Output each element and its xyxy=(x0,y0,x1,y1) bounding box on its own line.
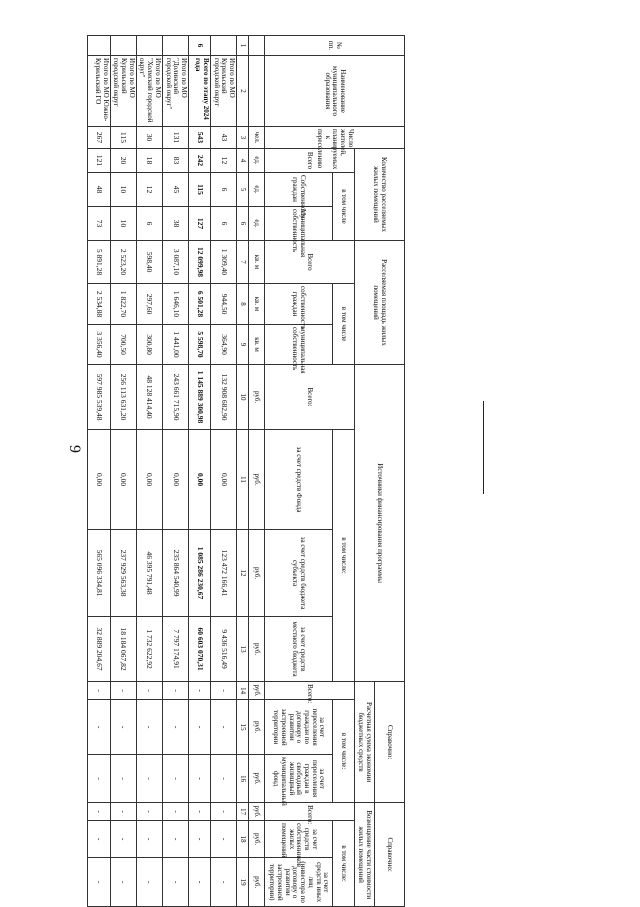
table-row xyxy=(110,36,136,907)
table-row xyxy=(210,36,236,907)
row-value-c5: 12 xyxy=(136,173,162,207)
header-refund-incl: в том числе: xyxy=(333,821,355,907)
col-number: 18 xyxy=(237,821,249,858)
row-value-c4: 83 xyxy=(162,149,188,173)
row-value-c8: 1 646,10 xyxy=(162,284,188,325)
row-value-c14: - xyxy=(110,682,136,700)
row-value-c7: 1 309,40 xyxy=(210,241,236,284)
unit-cell: руб. xyxy=(249,858,265,907)
unit-cell: руб. xyxy=(249,617,265,682)
header-budget-group: Расчетная сумма экономии бюджетных средств xyxy=(355,682,375,803)
horizontal-rule xyxy=(483,401,484,494)
rotated-table-container xyxy=(94,35,405,903)
col-number: 17 xyxy=(237,803,249,821)
row-value-c18: - xyxy=(210,821,236,858)
row-value-c8: 2 534,88 xyxy=(87,284,110,325)
unit-cell: ед. xyxy=(249,149,265,173)
row-value-c11: 0,00 xyxy=(188,430,210,530)
header-refund-group: Возмещение части стоимости жилых помещений xyxy=(355,803,375,907)
row-value-c8: 297,60 xyxy=(136,284,162,325)
resettlement-table xyxy=(87,35,405,907)
row-value-c4: 20 xyxy=(110,149,136,173)
row-value-c15: - xyxy=(87,700,110,755)
header-municipality: Наименование муниципального образования xyxy=(265,56,405,127)
row-value-c11: 0,00 xyxy=(87,430,110,530)
header-qty-group: Количество расселяемых жилых помещений xyxy=(355,149,405,241)
col-number: 6 xyxy=(237,207,249,241)
row-value-c9: 5 598,70 xyxy=(188,325,210,365)
row-value-c3: 43 xyxy=(210,127,236,149)
header-reference-2: Справочно: xyxy=(375,803,405,907)
unit-cell xyxy=(249,56,265,127)
col-number: 12 xyxy=(237,530,249,617)
row-value-c9: 364,90 xyxy=(210,325,236,365)
row-value-c19: - xyxy=(162,858,188,907)
row-value-c4: 121 xyxy=(87,149,110,173)
row-value-c6: 38 xyxy=(162,207,188,241)
row-value-c18: - xyxy=(136,821,162,858)
row-value-c9: 700,50 xyxy=(110,325,136,365)
row-number xyxy=(110,36,136,56)
header-investor-funds: за счет средств иных лиц (инвестора по договору о развитии застроенной территории) xyxy=(265,858,333,907)
row-value-c13: 1 732 622,92 xyxy=(136,617,162,682)
row-value-c17: - xyxy=(87,803,110,821)
row-value-c5: 45 xyxy=(162,173,188,207)
row-value-c13: 32 889 204,67 xyxy=(87,617,110,682)
unit-cell: кв. м xyxy=(249,284,265,325)
unit-cell: ед. xyxy=(249,173,265,207)
table-row xyxy=(87,36,110,907)
row-value-c7: 3 087,10 xyxy=(162,241,188,284)
row-value-c19: - xyxy=(210,858,236,907)
row-value-c11: 0,00 xyxy=(136,430,162,530)
row-municipality: Итого по МО Курильский городской округ xyxy=(210,56,236,127)
row-value-c5: 115 xyxy=(188,173,210,207)
header-qty-total: Всего xyxy=(265,149,355,173)
column-number-row xyxy=(237,36,249,907)
row-value-c3: 131 xyxy=(162,127,188,149)
header-refund-total: Всего: xyxy=(265,803,355,821)
row-value-c6: 10 xyxy=(110,207,136,241)
header-fund-funds: за счет средств Фонда xyxy=(265,430,333,530)
row-value-c12: 237 929 563,38 xyxy=(110,530,136,617)
row-value-c17: - xyxy=(188,803,210,821)
row-value-c19: - xyxy=(188,858,210,907)
header-resettle-free: за счет переселения граждан в свободный жилищный муниципальный фонд xyxy=(265,755,333,803)
row-value-c12: 46 395 791,48 xyxy=(136,530,162,617)
row-value-c15: - xyxy=(210,700,236,755)
row-value-c10: 1 145 889 300,98 xyxy=(188,365,210,430)
row-value-c10: 243 661 715,90 xyxy=(162,365,188,430)
col-number: 16 xyxy=(237,755,249,803)
header-residents: Число жителей, планируемых к переселению xyxy=(265,127,405,149)
header-row-no: № пп. xyxy=(265,36,405,56)
header-budget-incl: в том числе: xyxy=(333,700,355,803)
row-value-c15: - xyxy=(188,700,210,755)
col-number: 13 xyxy=(237,617,249,682)
row-number xyxy=(162,36,188,56)
row-value-c17: - xyxy=(162,803,188,821)
row-value-c13: 7 797 174,91 xyxy=(162,617,188,682)
row-value-c18: - xyxy=(188,821,210,858)
header-area-total: Всего xyxy=(265,241,355,284)
row-value-c5: 10 xyxy=(110,173,136,207)
row-value-c15: - xyxy=(136,700,162,755)
header-subject-budget: за счет средств бюджета субъекта xyxy=(265,530,333,617)
row-value-c16: - xyxy=(136,755,162,803)
row-value-c4: 12 xyxy=(210,149,236,173)
row-value-c16: - xyxy=(87,755,110,803)
row-value-c5: 48 xyxy=(87,173,110,207)
unit-cell: руб. xyxy=(249,430,265,530)
col-number: 7 xyxy=(237,241,249,284)
col-number: 8 xyxy=(237,284,249,325)
row-value-c19: - xyxy=(136,858,162,907)
row-municipality: Итого по МО "Долинский городской округ" xyxy=(162,56,188,127)
row-value-c18: - xyxy=(110,821,136,858)
header-area-group: Расселяемая площадь жилых помещений xyxy=(355,241,405,365)
header-municipal-owned-area: муниципальная собственность xyxy=(265,325,333,365)
row-value-c4: 242 xyxy=(188,149,210,173)
row-value-c8: 944,50 xyxy=(210,284,236,325)
row-value-c18: - xyxy=(87,821,110,858)
col-number: 9 xyxy=(237,325,249,365)
row-value-c14: - xyxy=(87,682,110,700)
row-value-c6: 127 xyxy=(188,207,210,241)
row-value-c9: 1 441,00 xyxy=(162,325,188,365)
header-local-budget: за счет средств местного бюджета xyxy=(265,617,333,682)
unit-cell: руб. xyxy=(249,700,265,755)
header-financing-group: Источники финансирования программы xyxy=(355,365,405,682)
header-resettle-dev: за счет переселения граждан по договору о развитии застроенной территории xyxy=(265,700,333,755)
row-value-c7: 2 523,20 xyxy=(110,241,136,284)
row-value-c9: 3 356,40 xyxy=(87,325,110,365)
row-value-c4: 18 xyxy=(136,149,162,173)
unit-cell: кв. м xyxy=(249,325,265,365)
col-number: 3 xyxy=(237,127,249,149)
row-number: 6 xyxy=(188,36,210,56)
col-number: 19 xyxy=(237,858,249,907)
row-value-c11: 0,00 xyxy=(110,430,136,530)
unit-cell: руб. xyxy=(249,530,265,617)
row-number xyxy=(210,36,236,56)
col-number: 2 xyxy=(237,56,249,127)
row-value-c18: - xyxy=(162,821,188,858)
row-value-c3: 543 xyxy=(188,127,210,149)
row-value-c15: - xyxy=(110,700,136,755)
units-row xyxy=(249,36,265,907)
header-qty-incl: в том числе xyxy=(333,173,355,241)
row-value-c7: 5 891,28 xyxy=(87,241,110,284)
row-value-c19: - xyxy=(87,858,110,907)
table-header xyxy=(237,36,405,907)
row-value-c10: 256 113 631,20 xyxy=(110,365,136,430)
row-value-c10: 132 908 682,90 xyxy=(210,365,236,430)
col-number: 14 xyxy=(237,682,249,700)
row-value-c13: 60 603 070,31 xyxy=(188,617,210,682)
unit-cell: кв. м xyxy=(249,241,265,284)
row-value-c8: 1 822,70 xyxy=(110,284,136,325)
col-number: 15 xyxy=(237,700,249,755)
row-number xyxy=(87,36,110,56)
row-value-c8: 6 501,28 xyxy=(188,284,210,325)
row-value-c6: 6 xyxy=(210,207,236,241)
row-value-c17: - xyxy=(110,803,136,821)
row-value-c3: 267 xyxy=(87,127,110,149)
row-value-c17: - xyxy=(210,803,236,821)
row-value-c13: 9 436 516,49 xyxy=(210,617,236,682)
row-value-c9: 300,80 xyxy=(136,325,162,365)
header-fin-total: Всего: xyxy=(265,365,355,430)
row-value-c16: - xyxy=(188,755,210,803)
col-number: 4 xyxy=(237,149,249,173)
unit-cell: руб. xyxy=(249,365,265,430)
row-municipality: Итого по МО Южно-Курильский ГО xyxy=(87,56,110,127)
row-value-c12: 1 085 286 230,67 xyxy=(188,530,210,617)
col-number: 5 xyxy=(237,173,249,207)
row-value-c15: - xyxy=(162,700,188,755)
row-value-c7: 598,40 xyxy=(136,241,162,284)
row-value-c3: 115 xyxy=(110,127,136,149)
unit-cell: чел. xyxy=(249,127,265,149)
header-municipal-owned: Муниципальная собственность xyxy=(265,207,333,241)
row-municipality: Итого по МО Курильский городской округ xyxy=(110,56,136,127)
row-value-c11: 0,00 xyxy=(210,430,236,530)
row-value-c14: - xyxy=(162,682,188,700)
row-municipality: Всего по этапу 2024 года xyxy=(188,56,210,127)
col-number: 11 xyxy=(237,430,249,530)
table-row xyxy=(162,36,188,907)
row-value-c7: 12 099,98 xyxy=(188,241,210,284)
header-reference-1: Справочно: xyxy=(375,682,405,803)
page-number: 9 xyxy=(66,445,83,453)
col-number: 1 xyxy=(237,36,249,56)
row-value-c16: - xyxy=(210,755,236,803)
row-value-c14: - xyxy=(210,682,236,700)
unit-cell xyxy=(249,36,265,56)
row-value-c16: - xyxy=(162,755,188,803)
row-value-c14: - xyxy=(188,682,210,700)
header-owned-citizens: Собственность граждан xyxy=(265,173,333,207)
header-area-incl: в том числе xyxy=(333,284,355,365)
unit-cell: руб. xyxy=(249,803,265,821)
table-body xyxy=(87,36,236,907)
row-value-c13: 18 184 067,82 xyxy=(110,617,136,682)
unit-cell: руб. xyxy=(249,821,265,858)
table-row xyxy=(188,36,210,907)
row-value-c19: - xyxy=(110,858,136,907)
row-value-c10: 48 128 414,40 xyxy=(136,365,162,430)
row-value-c11: 0,00 xyxy=(162,430,188,530)
row-number xyxy=(136,36,162,56)
unit-cell: руб. xyxy=(249,682,265,700)
unit-cell: ед. xyxy=(249,207,265,241)
row-value-c16: - xyxy=(110,755,136,803)
unit-cell: руб. xyxy=(249,755,265,803)
table-row xyxy=(136,36,162,907)
row-value-c10: 597 985 539,48 xyxy=(87,365,110,430)
row-value-c12: 235 864 540,99 xyxy=(162,530,188,617)
header-budget-total: Всего: xyxy=(265,682,355,700)
row-value-c6: 73 xyxy=(87,207,110,241)
header-owned-citizens-area: собственность граждан xyxy=(265,284,333,325)
row-value-c12: 565 096 334,81 xyxy=(87,530,110,617)
row-value-c3: 30 xyxy=(136,127,162,149)
row-value-c5: 6 xyxy=(210,173,236,207)
row-value-c6: 6 xyxy=(136,207,162,241)
row-value-c17: - xyxy=(136,803,162,821)
header-fin-incl: в том числе: xyxy=(333,430,355,682)
row-value-c14: - xyxy=(136,682,162,700)
header-own-funds: за счет средств собственников жилых помещений xyxy=(265,821,333,858)
row-value-c12: 123 472 166,41 xyxy=(210,530,236,617)
row-municipality: Итого по МО "Холмский городской округ" xyxy=(136,56,162,127)
col-number: 10 xyxy=(237,365,249,430)
